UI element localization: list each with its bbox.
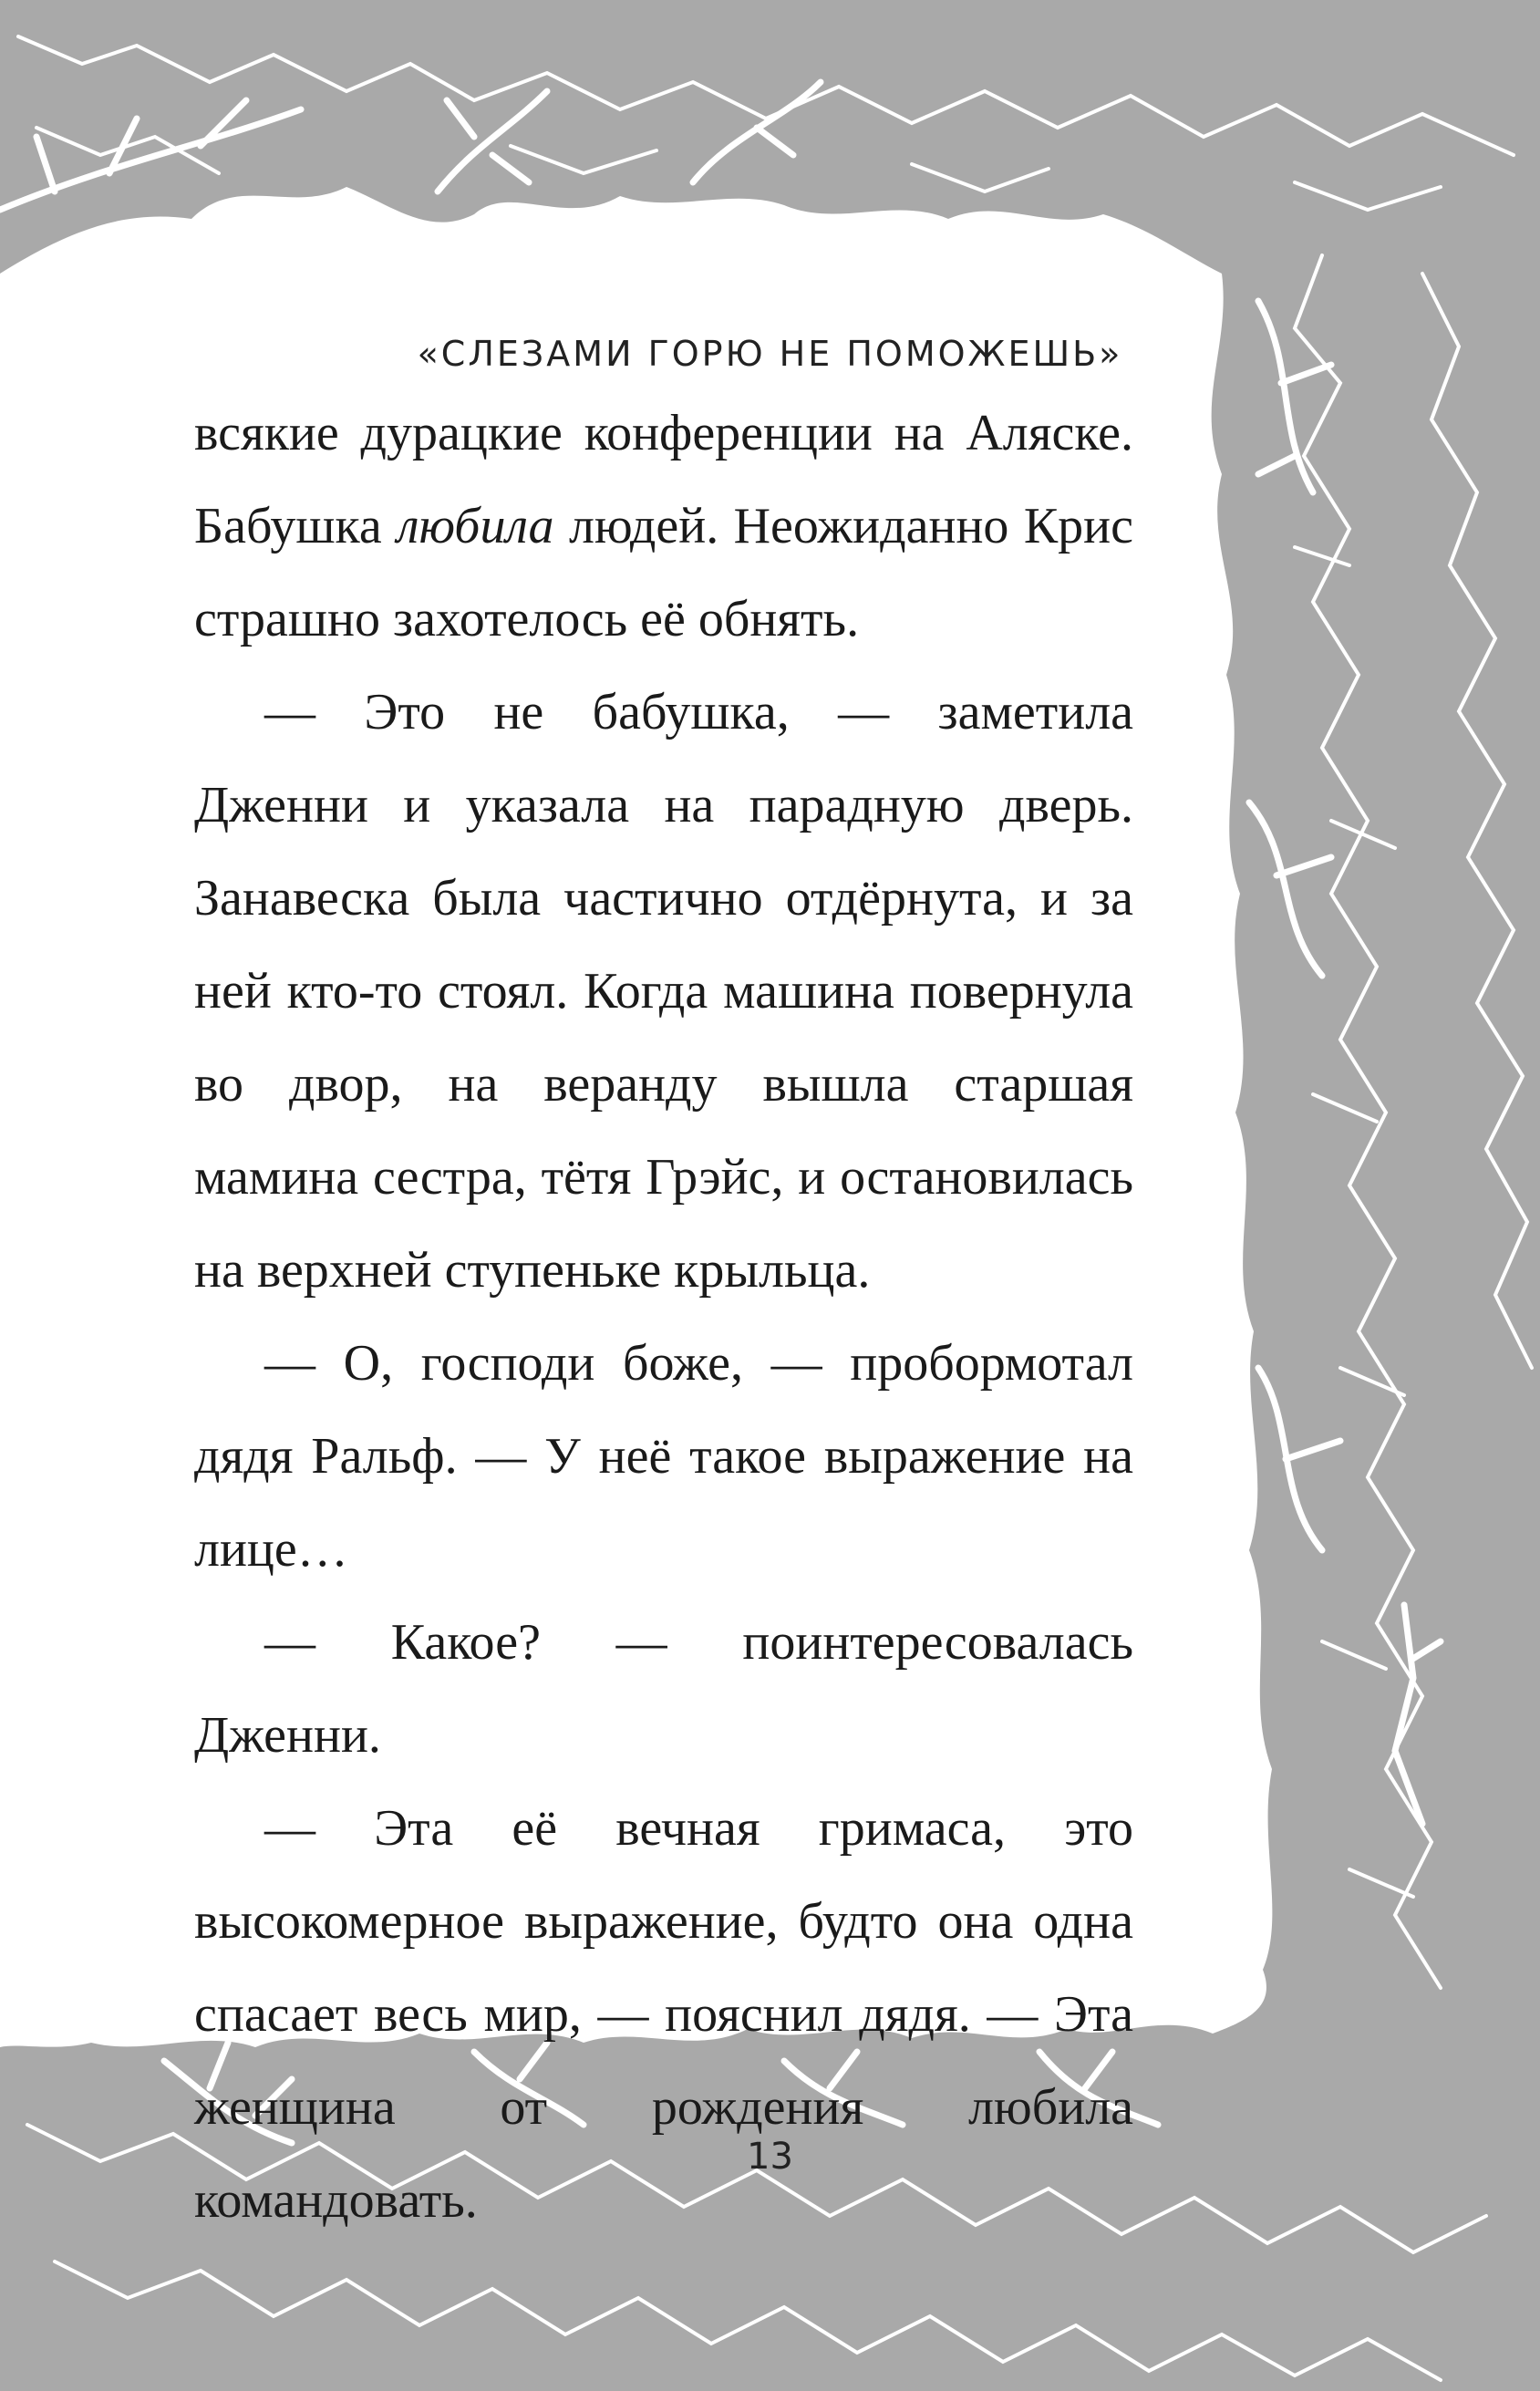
paragraph-1: всякие дурацкие конференции на Аляске. Бабушка любила людей. Неожиданно Крис страшно захотелось её обнять.	[194, 405, 1133, 647]
emphasis-word: любила	[397, 498, 554, 554]
body-text	[194, 387, 1133, 2247]
page-number: 13	[747, 2136, 793, 2178]
paragraph-3: — О, господи боже, — пробормотал дядя Ральф. — У неё такое выражение на лице…	[194, 1335, 1133, 1578]
paragraph-4: — Какое? — поинтересовалась Дженни.	[194, 1614, 1133, 1764]
paragraph-2: — Это не бабушка, — заметила Дженни и указала на парадную дверь. Занавеска была частично отдёрнута, и за ней кто-то стоял. Когда машина повернула во двор, на веранду вышла старшая мамина сестра, тётя Грэйс, и остановилась на верхней ступеньке крыльца.	[194, 684, 1133, 1299]
paragraph-5: — Эта её вечная гримаса, это высокомерное выражение, будто она одна спасает весь мир, — пояснил дядя. — Эта женщина от рождения любила командовать.	[194, 1800, 1133, 2229]
running-header: «СЛЕЗАМИ ГОРЮ НЕ ПОМОЖЕШЬ»	[417, 334, 1123, 374]
